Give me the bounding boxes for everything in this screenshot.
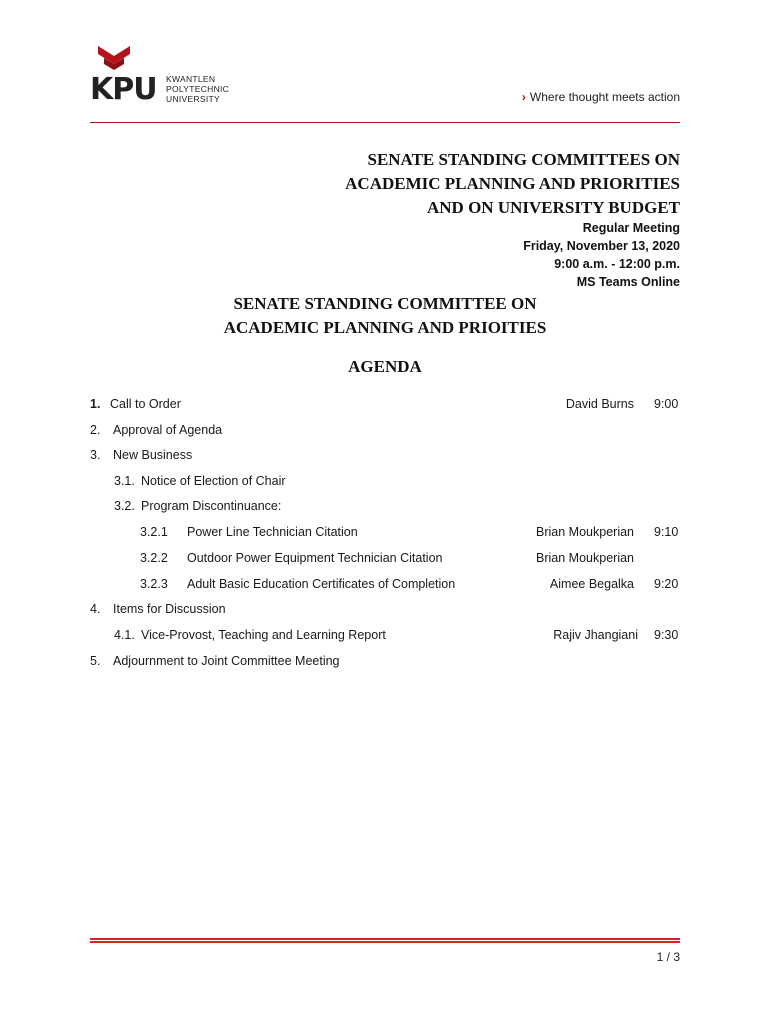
- agenda-item: 4. Items for Discussion: [90, 602, 226, 616]
- agenda-item: 3.2.2 Outdoor Power Equipment Technician Citation Brian Moukperian: [140, 551, 634, 565]
- institution-name: KWANTLEN POLYTECHNIC UNIVERSITY: [166, 74, 230, 104]
- agenda-item: 2. Approval of Agenda: [90, 423, 223, 437]
- chevron-right-icon: ›: [521, 90, 526, 104]
- committee-title: SENATE STANDING COMMITTEE ON ACADEMIC PLANNING AND PRIOITIES: [223, 294, 547, 337]
- agenda-item: 3. New Business: [90, 448, 193, 462]
- presenter: Rajiv Jhangiani: [553, 628, 638, 642]
- header-divider: [90, 122, 680, 123]
- tagline: › Where thought meets action: [521, 90, 680, 104]
- agenda-item: 3.2. Program Discontinuance:: [114, 499, 282, 513]
- document-title: SENATE STANDING COMMITTEES ON ACADEMIC PLANNING AND PRIORITIES AND ON UNIVERSITY BUDGET: [345, 150, 680, 217]
- agenda-item: 5. Adjournment to Joint Committee Meeting: [90, 654, 340, 668]
- item-time: 9:20: [654, 577, 679, 591]
- agenda-item: 3.2.1 Power Line Technician Citation Brian Moukperian 9:10: [140, 525, 679, 539]
- page-number: 1 / 3: [656, 950, 680, 964]
- agenda-item: 4.1. Vice-Provost, Teaching and Learning Report Rajiv Jhangiani 9:30: [114, 628, 679, 642]
- meeting-time: 9:00 a.m. - 12:00 p.m.: [554, 257, 680, 271]
- meeting-type: Regular Meeting: [582, 221, 680, 235]
- presenter: David Burns: [563, 395, 634, 413]
- presenter: Brian Moukperian: [533, 549, 634, 567]
- item-time: 9:00: [654, 397, 679, 411]
- meeting-date: Friday, November 13, 2020: [523, 239, 680, 253]
- agenda-heading: AGENDA: [348, 357, 422, 376]
- footer-divider: [90, 938, 680, 943]
- agenda-item: 3.2.3 Adult Basic Education Certificates of Completion Aimee Begalka 9:20: [140, 577, 679, 591]
- presenter: Brian Moukperian: [533, 523, 634, 541]
- kpu-chevron-icon: [98, 46, 130, 72]
- agenda-item: 3.1. Notice of Election of Chair: [114, 474, 286, 488]
- item-time: 9:30: [654, 628, 679, 642]
- agenda-item: 1. Call to Order David Burns 9:00: [90, 397, 679, 411]
- meeting-details: [320, 219, 680, 291]
- logo-wordmark: KPU: [90, 72, 157, 107]
- item-time: 9:10: [654, 525, 679, 539]
- meeting-location: MS Teams Online: [576, 275, 680, 289]
- presenter: Aimee Begalka: [549, 577, 634, 591]
- kpu-logo: [90, 46, 240, 108]
